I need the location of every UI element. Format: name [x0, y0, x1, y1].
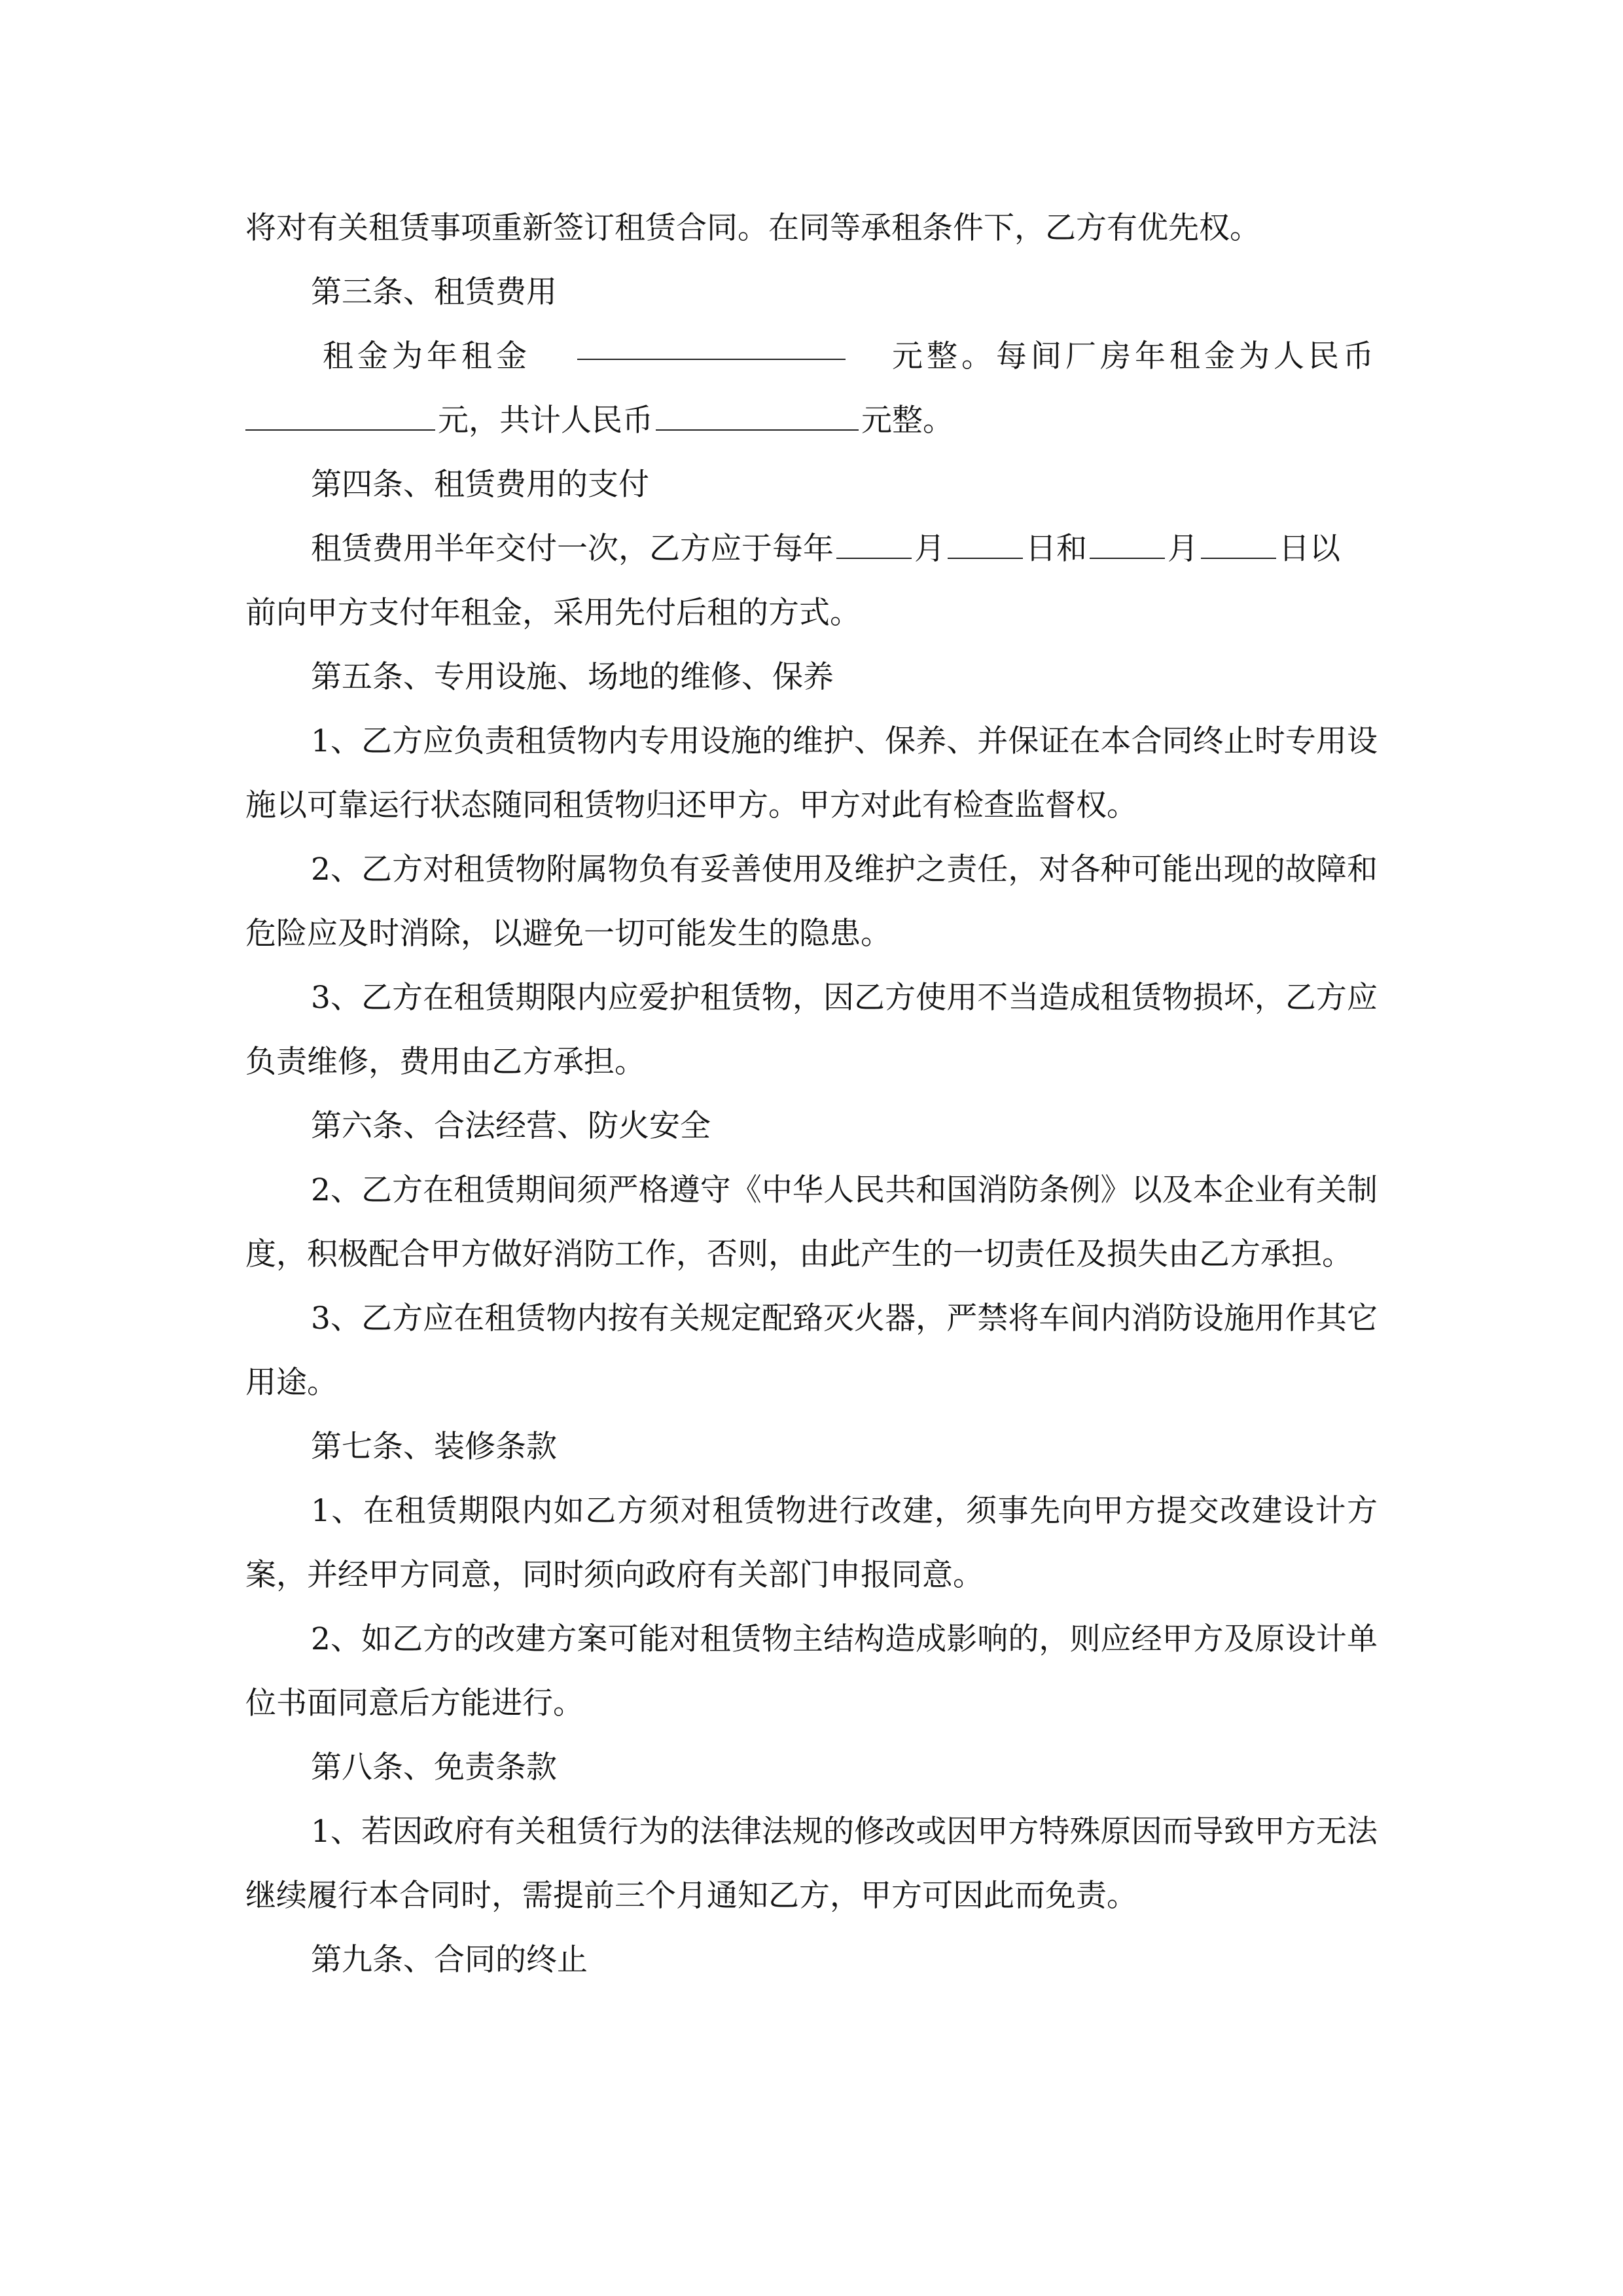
article-7-clause-1: 1、在租赁期限内如乙方须对租赁物进行改建，须事先向甲方提交改建设计方案，并经甲方同意，同时须向政府有关部门申报同意。: [245, 1493, 1378, 1593]
article-6-clause-3: 3、乙方应在租赁物内按有关规定配臵灭火器，严禁将车间内消防设施用作其它用途。: [245, 1300, 1378, 1401]
month-blank-2: [1090, 524, 1165, 559]
total-suffix: 元整。: [861, 403, 954, 439]
unit-rent-blank: [245, 395, 435, 431]
article-5-clause-2: 2、乙方对租赁物附属物负有妥善使用及维护之责任，对各种可能出现的故障和危险应及时消除，以避免一切可能发生的隐患。: [245, 852, 1378, 952]
article-7-heading: 第七条、装修条款: [311, 1429, 557, 1465]
article-5-heading: 第五条、专用设施、场地的维修、保养: [311, 659, 834, 695]
rent-label: 租金为年租金: [323, 338, 531, 374]
article-6-clause-2: 2、乙方在租赁期间须严格遵守《中华人民共和国消防条例》以及本企业有关制度，积极配合甲方做好消防工作，否则，由此产生的一切责任及损失由乙方承担。: [245, 1172, 1378, 1272]
article-3-total-line: [245, 389, 1378, 453]
article-8-clause-1: 1、若因政府有关租赁行为的法律法规的修改或因甲方特殊原因而导致甲方无法继续履行本合同时，需提前三个月通知乙方，甲方可因此而免责。: [245, 1814, 1378, 1914]
article-9-heading: 第九条、合同的终止: [311, 1942, 588, 1978]
article-5-clause-1: 1、乙方应负责租赁物内专用设施的维护、保养、并保证在本合同终止时专用设施以可靠运行状态随同租赁物归还甲方。甲方对此有检查监督权。: [245, 723, 1378, 823]
article-7-clause-2: 2、如乙方的改建方案可能对租赁物主结构造成影响的，则应经甲方及原设计单位书面同意后方能进行。: [245, 1621, 1378, 1721]
month-label-2: 月: [1168, 531, 1198, 567]
article-6-heading: 第六条、合法经营、防火安全: [311, 1108, 711, 1144]
payment-text: 租赁费用半年交付一次，乙方应于每年: [311, 531, 834, 567]
rent-label-2: 元整。每间厂房年租金为人民币: [892, 338, 1378, 374]
article-4-heading: 第四条、租赁费用的支付: [311, 467, 649, 503]
day-blank-2: [1201, 524, 1276, 559]
annual-rent-blank: [577, 325, 846, 360]
document-body: [245, 196, 1378, 1992]
day-label-2: 日以: [1279, 531, 1340, 567]
article-4-payment-line-2: 前向甲方支付年租金，采用先付后租的方式。: [245, 595, 861, 631]
total-label: 元，共计人民币: [438, 403, 653, 439]
article-5-clause-3: 3、乙方在租赁期限内应爱护租赁物，因乙方使用不当造成租赁物损坏，乙方应负责维修，费用由乙方承担。: [245, 980, 1378, 1080]
paragraph-continuation: 将对有关租赁事项重新签订租赁合同。在同等承租条件下，乙方有优先权。: [245, 210, 1260, 246]
month-label-1: 月: [914, 531, 945, 567]
total-rent-blank: [656, 395, 859, 431]
article-8-heading: 第八条、免责条款: [311, 1749, 557, 1785]
month-blank-1: [836, 524, 912, 559]
article-4-payment-line: [245, 517, 1378, 581]
article-3-heading: 第三条、租赁费用: [311, 274, 557, 310]
article-3-rent-line: [245, 325, 1378, 389]
day-blank-1: [948, 524, 1023, 559]
day-label-1: 日和: [1026, 531, 1087, 567]
